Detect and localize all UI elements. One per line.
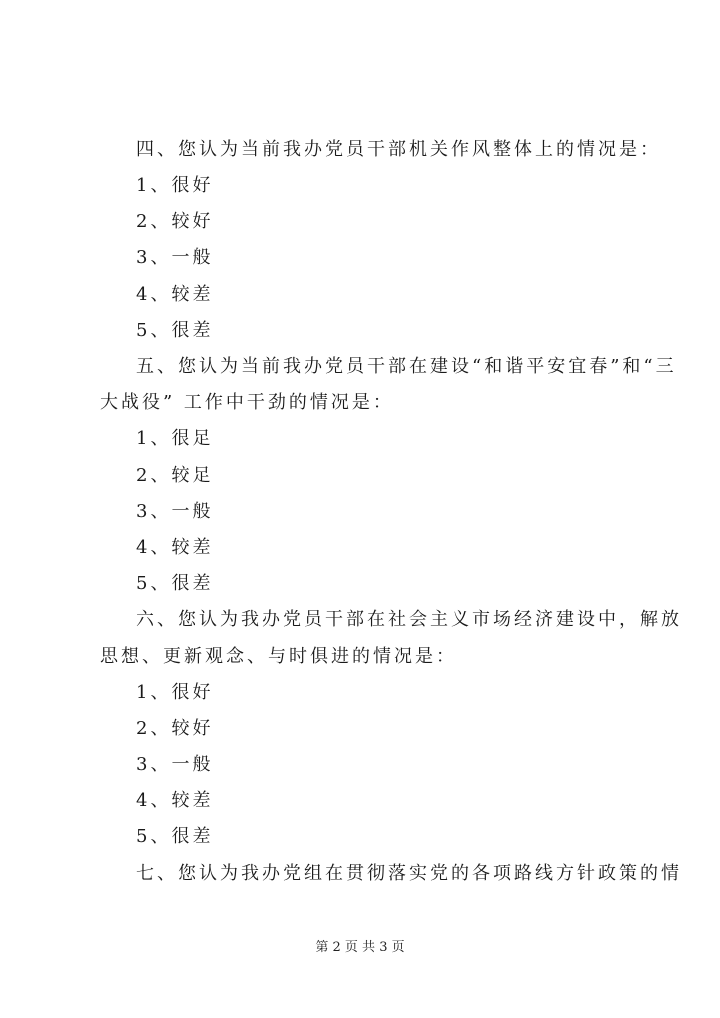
question-6-text-continued: 思想、更新观念、与时俱进的情况是： (100, 646, 457, 667)
page-number-footer: 第 2 页 共 3 页 (315, 940, 405, 955)
question-5-option-1: 1、很足 (136, 428, 214, 449)
question-5-text: 五、您认为当前我办党员干部在建设“和谐平安宜春”和“三 (136, 356, 677, 377)
question-4-text: 四、您认为当前我办党员干部机关作风整体上的情况是： (136, 139, 661, 160)
question-4-option-4: 4、较差 (136, 284, 214, 305)
question-6-option-1: 1、很好 (136, 682, 214, 703)
question-4-option-2: 2、较好 (136, 211, 214, 232)
question-4-option-1: 1、很好 (136, 175, 214, 196)
question-6-option-2: 2、较好 (136, 718, 214, 739)
question-6-option-5: 5、很差 (136, 826, 214, 847)
question-5-option-4: 4、较差 (136, 537, 214, 558)
question-4-option-5: 5、很差 (136, 320, 214, 341)
question-7-text: 七、您认为我办党组在贯彻落实党的各项路线方针政策的情 (136, 863, 682, 884)
question-5-option-3: 3、一般 (136, 501, 214, 522)
question-6-option-3: 3、一般 (136, 754, 214, 775)
question-5-text-continued: 大战役” 工作中干劲的情况是： (100, 392, 394, 413)
question-6-option-4: 4、较差 (136, 790, 214, 811)
question-6-text: 六、您认为我办党员干部在社会主义市场经济建设中，解放 (136, 609, 682, 630)
question-5-option-2: 2、较足 (136, 465, 214, 486)
question-5-option-5: 5、很差 (136, 573, 214, 594)
question-4-option-3: 3、一般 (136, 247, 214, 268)
